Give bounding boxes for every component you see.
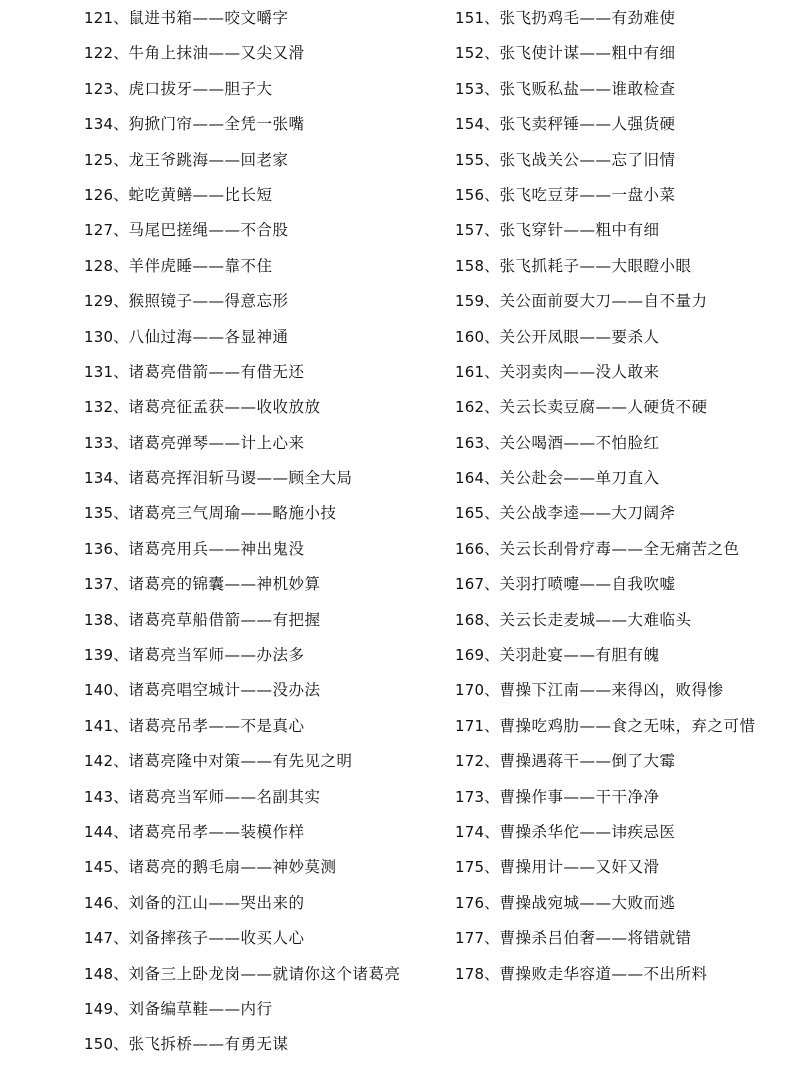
entry-text: 曹操杀华佗——讳疾忌医 [499, 822, 676, 841]
idiom-entry [84, 499, 454, 534]
idiom-entry [84, 39, 454, 74]
idiom-entry [84, 181, 454, 216]
entry-text: 关羽卖肉——没人敢来 [499, 362, 660, 381]
entry-number: 154、 [455, 115, 500, 134]
entry-text: 张飞战关公——忘了旧情 [499, 150, 676, 169]
entry-number: 137、 [84, 575, 129, 594]
entry-number: 129、 [84, 292, 129, 311]
entry-number: 160、 [455, 327, 500, 346]
entry-number: 126、 [84, 185, 129, 204]
idiom-entry [84, 110, 454, 145]
entry-number: 146、 [84, 893, 129, 912]
entry-text: 诸葛亮三气周瑜——略施小技 [128, 504, 337, 523]
entry-number: 169、 [455, 646, 500, 665]
entry-number: 161、 [455, 362, 500, 381]
idiom-entry [84, 747, 454, 782]
entry-text: 张飞吃豆芽——一盘小菜 [499, 185, 676, 204]
entry-text: 张飞卖秤锤——人强货硬 [499, 115, 676, 134]
entry-number: 167、 [455, 575, 500, 594]
idiom-entry [455, 287, 795, 322]
idiom-entry [455, 323, 795, 358]
entry-text: 曹操下江南——来得凶，败得惨 [499, 681, 724, 700]
entry-text: 曹操遇蒋干——倒了大霉 [499, 752, 676, 771]
entry-number: 128、 [84, 256, 129, 275]
entry-number: 151、 [455, 9, 500, 27]
entry-text: 牛角上抹油——又尖又滑 [128, 44, 305, 63]
entry-number: 166、 [455, 539, 500, 558]
entry-text: 鼠进书箱——咬文嚼字 [128, 9, 289, 27]
entry-number: 130、 [84, 327, 129, 346]
entry-text: 曹操吃鸡肋——食之无味，弃之可惜 [499, 716, 756, 735]
idiom-entry [84, 75, 454, 110]
entry-number: 140、 [84, 681, 129, 700]
idiom-entry [84, 535, 454, 570]
entry-number: 157、 [455, 221, 500, 240]
entry-number: 131、 [84, 362, 129, 381]
idiom-entry [84, 464, 454, 499]
entry-number: 145、 [84, 858, 129, 877]
entry-number: 162、 [455, 398, 500, 417]
idiom-entry [455, 818, 795, 853]
entry-number: 121、 [84, 9, 129, 27]
idiom-entry [455, 853, 795, 888]
entry-number: 133、 [84, 433, 129, 452]
idiom-entry [84, 4, 454, 39]
entry-text: 诸葛亮挥泪斩马谡——顾全大局 [128, 469, 353, 488]
entry-text: 马尾巴搓绳——不合股 [128, 221, 289, 240]
entry-number: 142、 [84, 752, 129, 771]
entry-number: 149、 [84, 999, 129, 1018]
entry-text: 诸葛亮借箭——有借无还 [128, 362, 305, 381]
idiom-entry [84, 393, 454, 428]
entry-number: 141、 [84, 716, 129, 735]
entry-number: 147、 [84, 929, 129, 948]
idiom-entry [84, 1030, 454, 1065]
entry-text: 羊伴虎睡——靠不住 [128, 256, 273, 275]
entry-number: 138、 [84, 610, 129, 629]
idiom-entry [455, 499, 795, 534]
idiom-entry [84, 676, 454, 711]
entry-number: 168、 [455, 610, 500, 629]
entry-text: 诸葛亮吊孝——装模作样 [128, 822, 305, 841]
entry-number: 150、 [84, 1035, 129, 1054]
entry-text: 诸葛亮的锦囊——神机妙算 [128, 575, 321, 594]
entry-number: 143、 [84, 787, 129, 806]
entry-text: 猴照镜子——得意忘形 [128, 292, 289, 311]
idiom-entry [455, 570, 795, 605]
entry-text: 刘备的江山——哭出来的 [128, 893, 305, 912]
idiom-entry [84, 924, 454, 959]
entry-text: 关公开凤眼——要杀人 [499, 327, 660, 346]
entry-text: 狗掀门帘——全凭一张嘴 [128, 115, 305, 134]
entry-number: 135、 [84, 504, 129, 523]
entry-number: 139、 [84, 646, 129, 665]
idiom-entry [84, 252, 454, 287]
idiom-entry [455, 146, 795, 181]
idiom-entry [455, 4, 795, 39]
entry-text: 诸葛亮用兵——神出鬼没 [128, 539, 305, 558]
entry-number: 127、 [84, 221, 129, 240]
idiom-entry [455, 960, 795, 995]
idiom-entry [455, 358, 795, 393]
entry-number: 144、 [84, 822, 129, 841]
idiom-entry [455, 889, 795, 924]
idiom-entry [455, 924, 795, 959]
idiom-entry [84, 783, 454, 818]
entry-number: 165、 [455, 504, 500, 523]
entry-text: 曹操战宛城——大败而逃 [499, 893, 676, 912]
entry-text: 张飞拆桥——有勇无谋 [128, 1035, 289, 1054]
idiom-entry [455, 75, 795, 110]
entry-number: 136、 [84, 539, 129, 558]
entry-number: 170、 [455, 681, 500, 700]
idiom-entry [84, 995, 454, 1030]
entry-number: 134、 [84, 115, 129, 134]
idiom-entry [455, 712, 795, 747]
entry-number: 159、 [455, 292, 500, 311]
entry-text: 关云长走麦城——大难临头 [499, 610, 692, 629]
idiom-entry [455, 216, 795, 251]
entry-number: 163、 [455, 433, 500, 452]
entry-text: 关公面前耍大刀——自不量力 [499, 292, 708, 311]
entry-text: 关云长刮骨疗毒——全无痛苦之色 [499, 539, 740, 558]
entry-text: 诸葛亮唱空城计——没办法 [128, 681, 321, 700]
idiom-entry [84, 960, 454, 995]
entry-number: 153、 [455, 79, 500, 98]
entry-text: 诸葛亮吊孝——不是真心 [128, 716, 305, 735]
idiom-entry [84, 358, 454, 393]
entry-number: 175、 [455, 858, 500, 877]
entry-text: 曹操杀吕伯奢——将错就错 [499, 929, 692, 948]
entry-text: 张飞抓耗子——大眼瞪小眼 [499, 256, 692, 275]
idiom-entry [455, 393, 795, 428]
idiom-entry [455, 464, 795, 499]
entry-number: 152、 [455, 44, 500, 63]
idiom-entry [84, 641, 454, 676]
entry-text: 曹操作事——干干净净 [499, 787, 660, 806]
idiom-entry [455, 783, 795, 818]
entry-text: 张飞贩私盐——谁敢检查 [499, 79, 676, 98]
entry-number: 172、 [455, 752, 500, 771]
entry-text: 蛇吃黄鳝——比长短 [128, 185, 273, 204]
idiom-entry [84, 712, 454, 747]
entry-number: 155、 [455, 150, 500, 169]
entry-text: 诸葛亮征孟获——收收放放 [128, 398, 321, 417]
entry-number: 125、 [84, 150, 129, 169]
entry-text: 曹操用计——又奸又滑 [499, 858, 660, 877]
idiom-entry [84, 570, 454, 605]
entry-text: 八仙过海——各显神通 [128, 327, 289, 346]
right-column [455, 4, 795, 995]
idiom-entry [455, 110, 795, 145]
entry-text: 龙王爷跳海——回老家 [128, 150, 289, 169]
entry-text: 关云长卖豆腐——人硬货不硬 [499, 398, 708, 417]
idiom-entry [84, 287, 454, 322]
entry-text: 张飞使计谋——粗中有细 [499, 44, 676, 63]
idiom-entry [84, 429, 454, 464]
entry-text: 关羽赴宴——有胆有魄 [499, 646, 660, 665]
entry-text: 关羽打喷嚏——自我吹嘘 [499, 575, 676, 594]
entry-text: 诸葛亮弹琴——计上心来 [128, 433, 305, 452]
entry-number: 171、 [455, 716, 500, 735]
entry-number: 156、 [455, 185, 500, 204]
entry-number: 164、 [455, 469, 500, 488]
entry-text: 张飞穿针——粗中有细 [499, 221, 660, 240]
entry-text: 诸葛亮的鹅毛扇——神妙莫测 [128, 858, 337, 877]
entry-text: 刘备摔孩子——收买人心 [128, 929, 305, 948]
entry-text: 诸葛亮草船借箭——有把握 [128, 610, 321, 629]
entry-text: 诸葛亮隆中对策——有先见之明 [128, 752, 353, 771]
entry-number: 173、 [455, 787, 500, 806]
idiom-entry [84, 216, 454, 251]
idiom-entry [455, 181, 795, 216]
idiom-entry [84, 323, 454, 358]
entry-text: 关公赴会——单刀直入 [499, 469, 660, 488]
entry-text: 诸葛亮当军师——名副其实 [128, 787, 321, 806]
idiom-entry [84, 606, 454, 641]
entry-number: 132、 [84, 398, 129, 417]
idiom-entry [84, 889, 454, 924]
entry-text: 曹操败走华容道——不出所料 [499, 964, 708, 983]
entry-text: 张飞扔鸡毛——有劲难使 [499, 9, 676, 27]
entry-text: 关公喝酒——不怕脸红 [499, 433, 660, 452]
entry-number: 177、 [455, 929, 500, 948]
idiom-entry [455, 641, 795, 676]
idiom-entry [84, 853, 454, 888]
entry-number: 123、 [84, 79, 129, 98]
idiom-entry [455, 429, 795, 464]
entry-text: 刘备三上卧龙岗——就请你这个诸葛亮 [128, 964, 401, 983]
entry-number: 158、 [455, 256, 500, 275]
entry-text: 刘备编草鞋——内行 [128, 999, 273, 1018]
idiom-entry [455, 747, 795, 782]
entry-number: 122、 [84, 44, 129, 63]
entry-text: 诸葛亮当军师——办法多 [128, 646, 305, 665]
entry-number: 134、 [84, 469, 129, 488]
entry-number: 178、 [455, 964, 500, 983]
idiom-entry [455, 39, 795, 74]
idiom-entry [455, 535, 795, 570]
entry-text: 虎口拔牙——胆子大 [128, 79, 273, 98]
idiom-entry [84, 818, 454, 853]
idiom-entry [455, 606, 795, 641]
idiom-entry [455, 676, 795, 711]
idiom-entry [455, 252, 795, 287]
left-column [84, 4, 454, 1066]
idiom-entry [84, 146, 454, 181]
entry-number: 176、 [455, 893, 500, 912]
entry-number: 148、 [84, 964, 129, 983]
entry-number: 174、 [455, 822, 500, 841]
entry-text: 关公战李逵——大刀阔斧 [499, 504, 676, 523]
